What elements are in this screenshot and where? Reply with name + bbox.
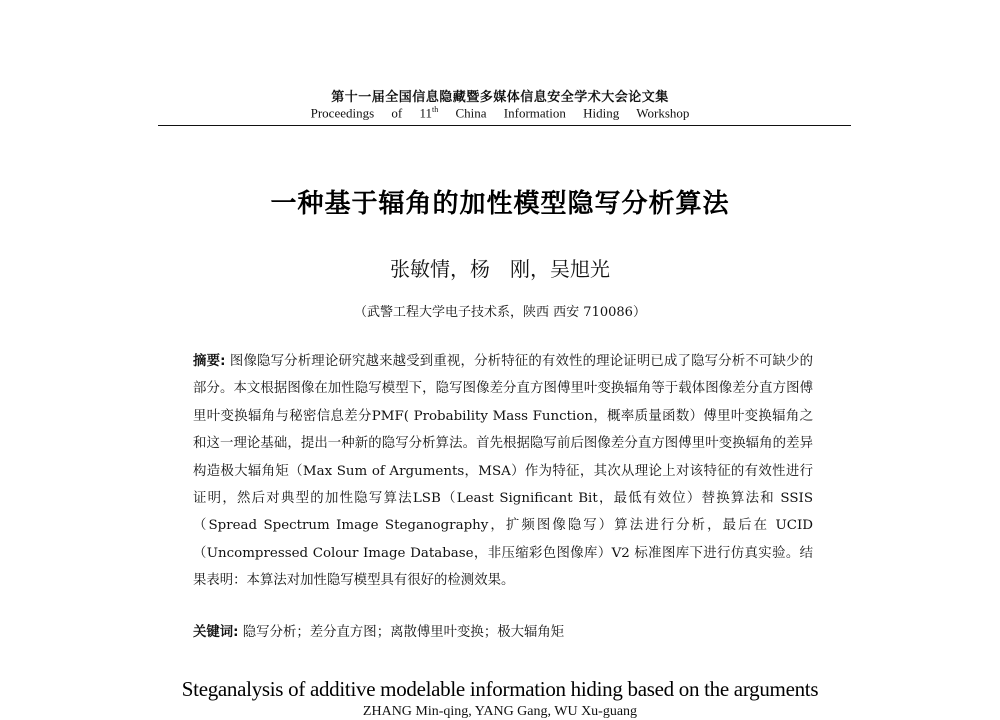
header-rule — [158, 125, 851, 126]
proceedings-header-en-suffix: China Information Hiding Workshop — [438, 105, 690, 121]
english-title: Steganalysis of additive modelable information hiding based on the arguments — [181, 677, 819, 701]
abstract-text: 图像隐写分析理论研究越来越受到重视，分析特征的有效性的理论证明已成了隐写分析不可缺少的部分。本文根据图像在加性隐写模型下，隐写图像差分直方图傅里叶变换辐角等于载体图像差分直方图傅里叶变换辐角与秘密信息差分PMF( Probability Mass Function，概率质量函数）傅里叶变换辐角之和这一理论基础，提出一种新的隐写分析算法。首先根据隐写前后图像差分直方图傅里叶变换辐角的差异构造极大辐角矩（Max Sum of Arguments，MSA）作为特征，其次从理论上对该特征的有效性进行证明，然后对典型的加性隐写算法LSB（Least Significant Bit，最低有效位）替换算法和 SSIS（Spread Spectrum Image Steganography，扩频图像隐写）算法进行分析，最后在 UCID（Uncompressed Colour Image Database，非压缩彩色图像库）V2 标准图库下进行仿真实验。结果表明：本算法对加性隐写模型具有很好的检测效果。 — [193, 354, 813, 589]
proceedings-header-cn: 第十一届全国信息隐藏暨多媒体信息安全学术大会论文集 — [331, 90, 669, 105]
proceedings-header-en-ordinal: th — [432, 105, 439, 114]
keywords — [193, 623, 813, 643]
abstract — [193, 348, 813, 595]
english-authors: ZHANG Min-qing, YANG Gang, WU Xu-guang — [362, 704, 638, 719]
paper-authors: 张敏情，杨 刚，吴旭光 — [390, 257, 610, 281]
keywords-text: 隐写分析；差分直方图；离散傅里叶变换；极大辐角矩 — [238, 625, 565, 640]
proceedings-header-en — [0, 105, 1000, 121]
keywords-label: 关键词: — [193, 625, 239, 640]
abstract-label: 摘要: — [193, 354, 226, 369]
paper-affiliation: （武警工程大学电子技术系，陕西 西安 710086） — [354, 305, 646, 320]
proceedings-header-en-prefix: Proceedings of 11 — [310, 105, 432, 121]
paper-title: 一种基于辐角的加性模型隐写分析算法 — [270, 189, 730, 219]
